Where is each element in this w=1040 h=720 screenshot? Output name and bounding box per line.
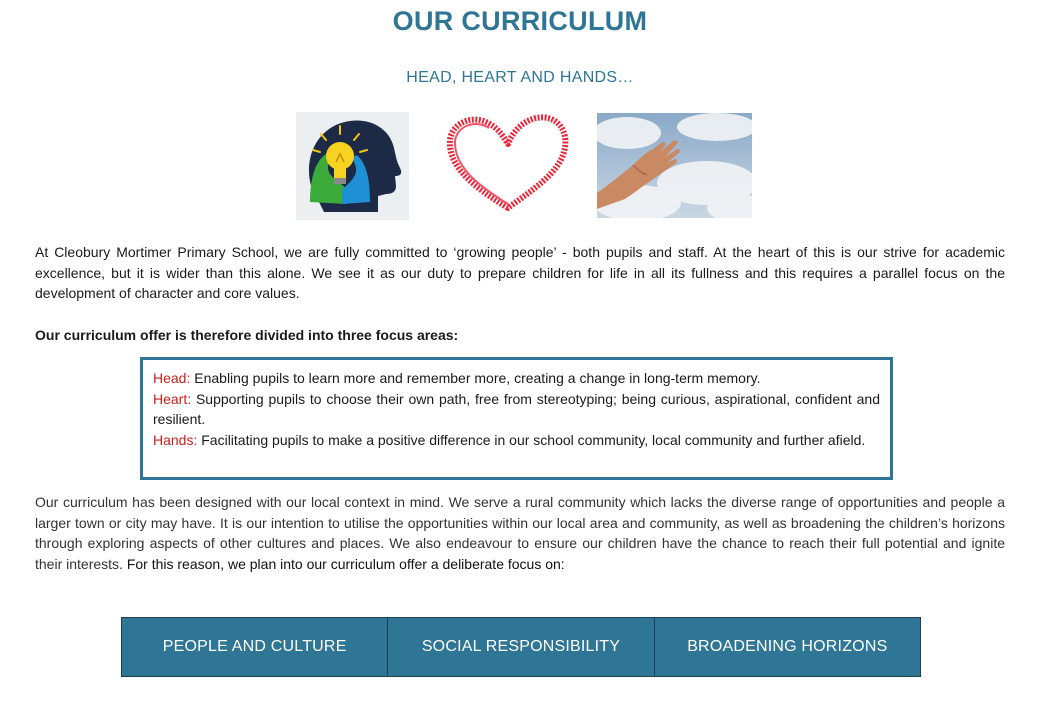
- focus-text-hands: Facilitating pupils to make a positive difference in our school community, local community and further afield.: [197, 431, 866, 448]
- focus-areas-lead: Our curriculum offer is therefore divided into three focus areas:: [35, 327, 459, 343]
- pillar-people-and-culture: PEOPLE AND CULTURE: [122, 618, 388, 676]
- pillar-social-responsibility: SOCIAL RESPONSIBILITY: [388, 618, 654, 676]
- page-subtitle: HEAD, HEART AND HANDS…: [406, 69, 634, 86]
- page-title: OUR CURRICULUM: [392, 6, 648, 36]
- context-paragraph: [35, 492, 1005, 574]
- hand-icon: [597, 113, 752, 218]
- hand-reaching-sky-image: [597, 113, 752, 218]
- curriculum-pillars: [121, 617, 921, 677]
- focus-areas-box: [140, 357, 893, 480]
- focus-text-heart: Supporting pupils to choose their own path, free from stereotyping; being curious, aspirational, confident and resilient.: [153, 390, 880, 427]
- focus-item-hands: [153, 430, 880, 451]
- focus-term-heart: Heart:: [153, 390, 192, 407]
- head-with-lightbulb-icon: [296, 112, 409, 220]
- focus-term-head: Head:: [153, 370, 191, 386]
- focus-item-head: [153, 368, 880, 389]
- pillar-broadening-horizons: BROADENING HORIZONS: [655, 618, 920, 676]
- heart-image: [432, 110, 584, 220]
- context-text: Our curriculum has been designed with our local context in mind. We serve a rural community which lacks the diverse range of opportunities and people a larger town or city may have. It is our intention to utilise the opportunities within our local area and community, as well as broadening the children’s horizons through exploring aspects of other cultures and places. We also endeavour to ensure our children have the chance to reach their full potential and ignite their interests.: [35, 494, 1005, 572]
- context-emphasis: For this reason, we plan into our curriculum offer a deliberate focus on:: [126, 555, 565, 572]
- focus-item-heart: [153, 389, 880, 430]
- focus-text-head: Enabling pupils to learn more and remember more, creating a change in long-term memory.: [190, 370, 761, 386]
- heart-icon: [432, 110, 584, 220]
- focus-term-hands: Hands:: [153, 431, 198, 448]
- head-lightbulb-image: [296, 112, 409, 220]
- intro-paragraph: At Cleobury Mortimer Primary School, we are fully committed to ‘growing people’ - both pupils and staff. At the heart of this is our strive for academic excellence, but it is wider than this alone. We see it as our duty to prepare children for life in all its fullness and this requires a parallel focus on the development of character and core values.: [35, 244, 1005, 301]
